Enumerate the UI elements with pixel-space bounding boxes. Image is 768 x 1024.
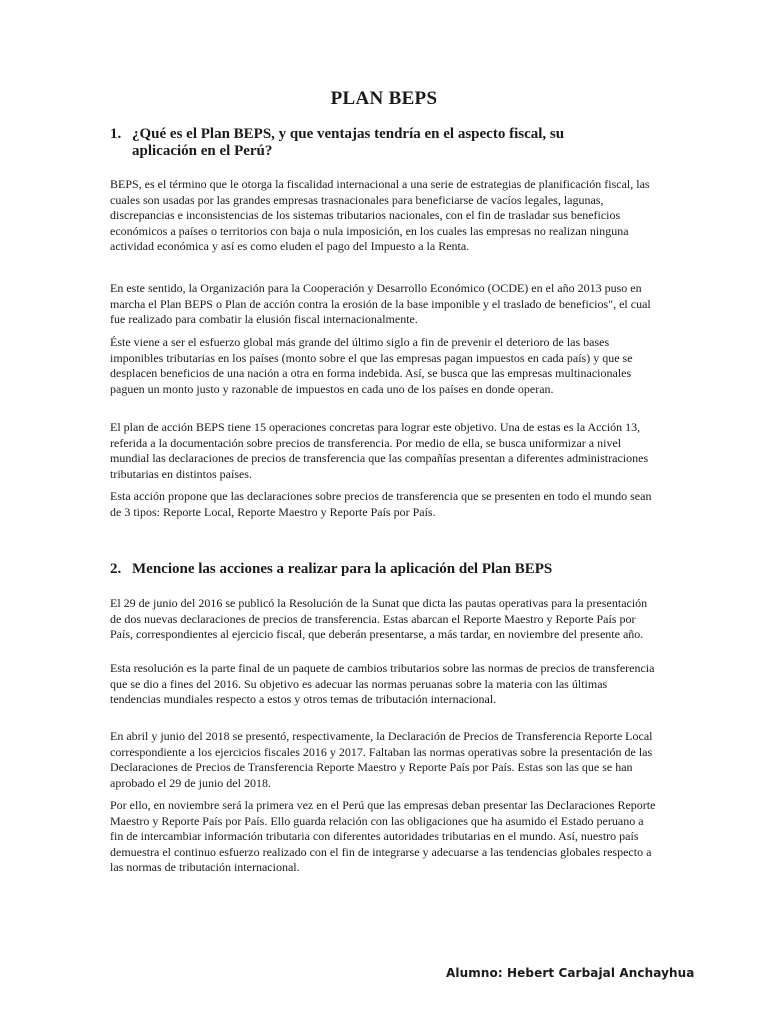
section-2-heading (110, 561, 632, 578)
section-1-heading-text: ¿Qué es el Plan BEPS, y que ventajas tendría en el aspecto fiscal, su aplicación en el Perú? (132, 126, 565, 159)
section-1-paragraph-5: Esta acción propone que las declaraciones sobre precios de transferencia que se presenten en todo el mundo sean de 3 tipos: Reporte Local, Reporte Maestro y Reporte País por País. (110, 489, 652, 519)
section-1-paragraph-2: En este sentido, la Organización para la Cooperación y Desarrollo Económico (OCDE) en el año 2013 puso en marcha el Plan BEPS o Plan de acción contra la erosión de la base imponible y el traslado de beneficios", el cual fue realizado para combatir la elusión fiscal internacionalmente. (110, 281, 651, 326)
page-title: PLAN BEPS (330, 88, 438, 109)
section-1-paragraph-3: Éste viene a ser el esfuerzo global más grande del último siglo a fin de prevenir el deterioro de las bases imponibles tributarias en los países (monto sobre el que las empresas pagan impuestos en cada país) y que se desplacen beneficios de una nación a otra en forma indebida. Así, se busca que las empresas multinacionales paguen un monto justo y razonable de impuestos en cada uno de los países en donde operan. (110, 335, 633, 396)
section-2-paragraph-4: Por ello, en noviembre será la primera vez en el Perú que las empresas deban presentar las Declaraciones Reporte Maestro y Reporte País por País. Ello guarda relación con las obligaciones que ha asumido el Estado peruano a fin de intercambiar información tributaria con diferentes autoridades tributarias en el mundo. Así, nuestro país demuestra el continuo esfuerzo realizado con el fin de integrarse y adecuarse a las tendencias globales respecto a las normas de tributación internacional. (110, 798, 656, 874)
section-1-number: 1. (110, 126, 122, 142)
section-1-paragraph-4: El plan de acción BEPS tiene 15 operaciones concretas para lograr este objetivo. Una de estas es la Acción 13, referida a la documentación sobre precios de transferencia. Por medio de ella, se busca uniformizar a nivel mundial las declaraciones de precios de transferencia que las compañías presentan a diferentes administraciones tributarias en distintos países. (110, 420, 649, 481)
section-1-paragraph-1: BEPS, es el término que le otorga la fiscalidad internacional a una serie de estrategias de planificación fiscal, las cuales son usadas por las grandes empresas trasnacionales para beneficiarse de vacíos legales, lagunas, discrepancias e inconsistencias de los sistemas tributarios nacionales, con el fin de trasladar sus beneficios económicos a países o territorios con baja o nula imposición, en los cuales las empresas no realizan ninguna actividad económica y así es como eluden el pago del Impuesto a la Renta. (110, 177, 650, 253)
section-2-paragraph-1: El 29 de junio del 2016 se publicó la Resolución de la Sunat que dicta las pautas operativas para la presentación de dos nuevas declaraciones de precios de transferencia. Estas abarcan el Reporte Maestro y Reporte País por País, correspondientes al ejercicio fiscal, que deberán presentarse, a más tardar, en noviembre del presente año. (110, 596, 648, 641)
section-2-number: 2. (110, 561, 122, 577)
section-2-paragraph-2: Esta resolución es la parte final de un paquete de cambios tributarios sobre las normas de precios de transferencia que se dio a fines del 2016. Su objetivo es adecuar las normas peruanas sobre la materia con las últimas tendencias mundiales respecto a estos y otros temas de tributación internacional. (110, 661, 655, 706)
section-2-paragraph-3: En abril y junio del 2018 se presentó, respectivamente, la Declaración de Precios de Transferencia Reporte Local correspondiente a los ejercicios fiscales 2016 y 2017. Faltaban las normas operativas sobre la presentación de las Declaraciones de Precios de Transferencia Reporte Maestro y Reporte País por País. Estas son las que se han aprobado el 29 de junio del 2018. (110, 729, 653, 790)
author-name: Alumno: Hebert Carbajal Anchayhua (446, 966, 695, 980)
section-1-heading (110, 126, 632, 160)
section-2-heading-text: Mencione las acciones a realizar para la aplicación del Plan BEPS (132, 561, 553, 577)
